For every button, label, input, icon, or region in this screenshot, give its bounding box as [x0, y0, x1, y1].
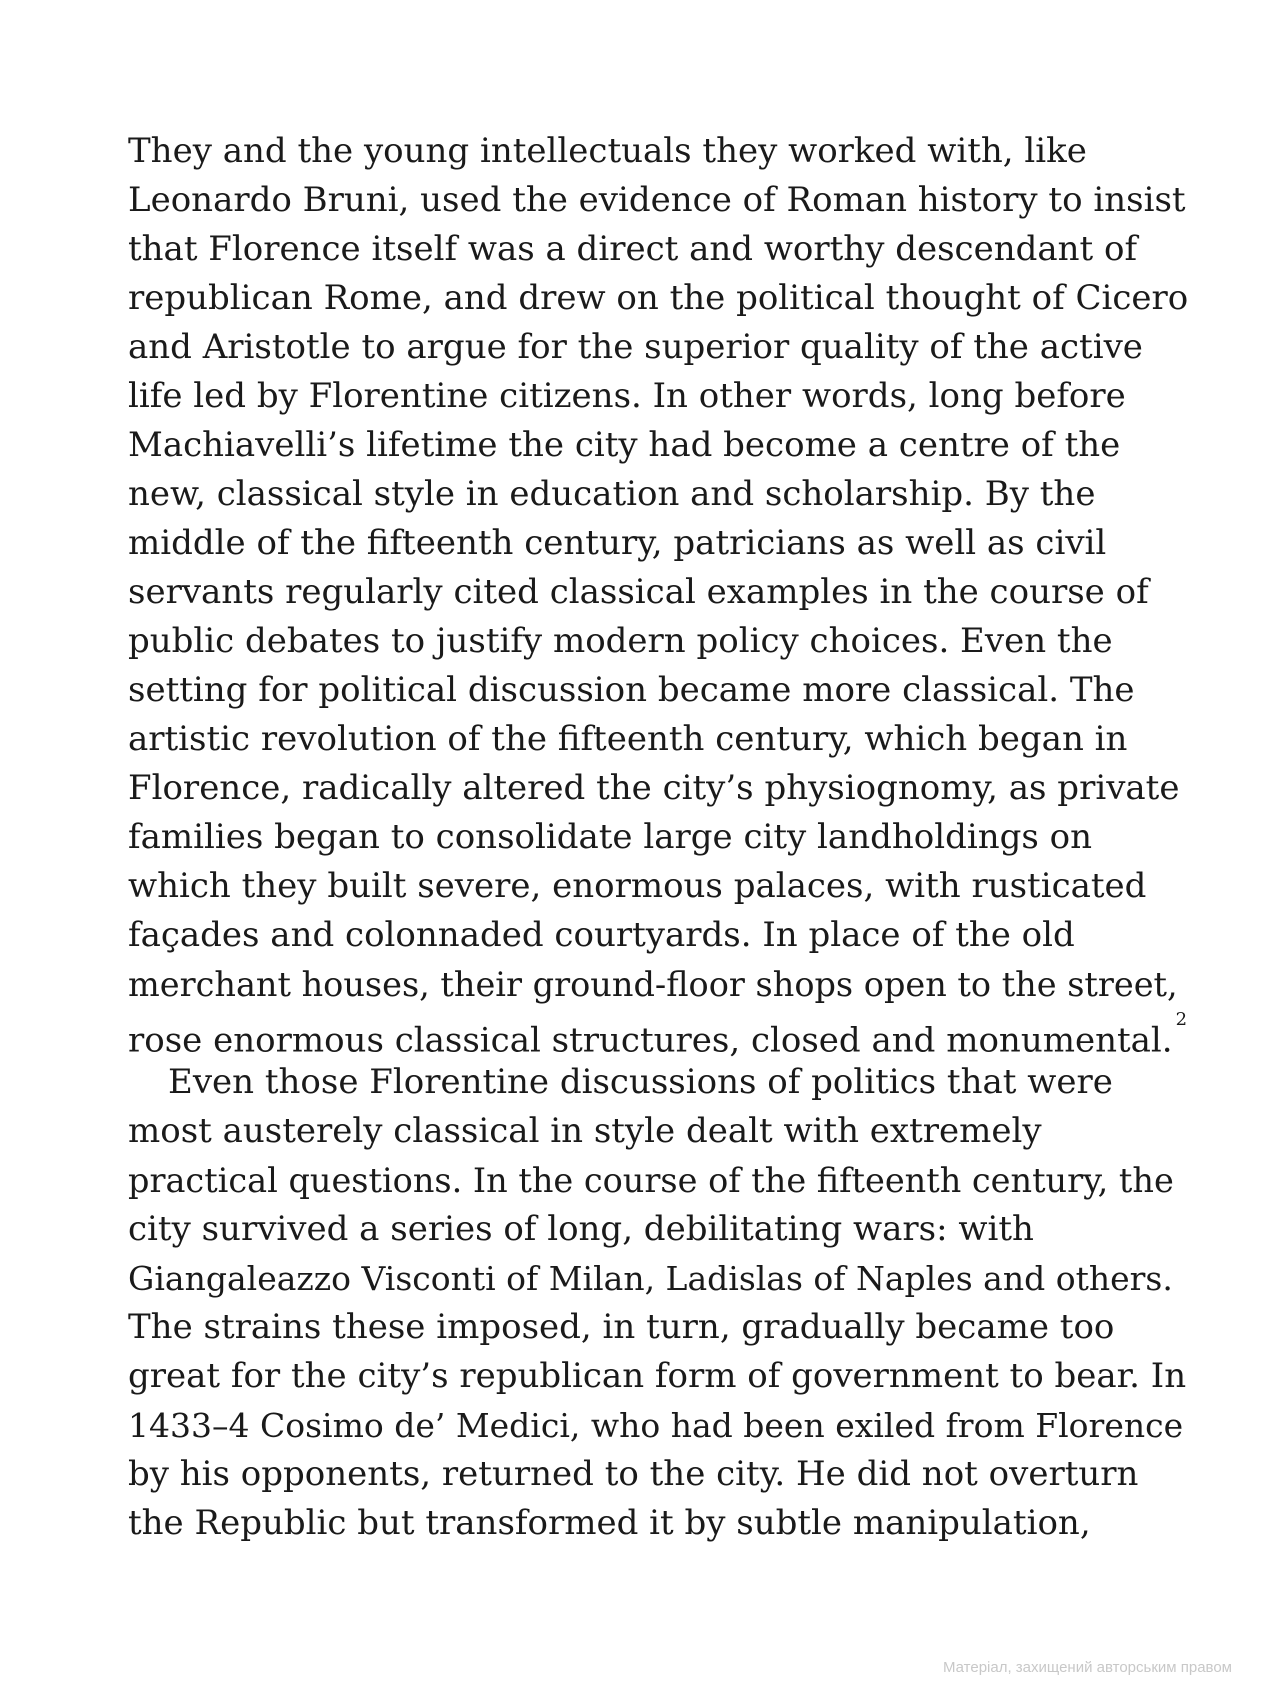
text-line: life led by Florentine citizens. In other words, long before: [128, 376, 1126, 416]
text-line: great for the city’s republican form of government to bear. In: [128, 1356, 1187, 1396]
text-line: most austerely classical in style dealt with extremely: [128, 1111, 1042, 1151]
paragraph-1: [128, 127, 1189, 1061]
text-line: republican Rome, and drew on the political thought of Cicero: [128, 278, 1189, 318]
text-line: and Aristotle to argue for the superior quality of the active: [128, 327, 1143, 367]
copyright-watermark: Матеріал, захищений авторським правом: [942, 1659, 1232, 1676]
footnote-reference[interactable]: 2: [1175, 1009, 1188, 1030]
text-line: façades and colonnaded courtyards. In place of the old: [128, 915, 1075, 955]
text-line-last: [128, 1009, 1188, 1061]
text-line: that Florence itself was a direct and worthy descendant of: [128, 229, 1138, 269]
text-line-indented: Even those Florentine discussions of politics that were: [168, 1062, 1113, 1102]
text-line: families began to consolidate large city landholdings on: [128, 817, 1093, 857]
text-line: Machiavelli’s lifetime the city had become a centre of the: [128, 425, 1121, 465]
text-line: new, classical style in education and scholarship. By the: [128, 474, 1096, 514]
text-line: which they built severe, enormous palaces, with rusticated: [128, 866, 1147, 906]
text-line: Giangaleazzo Visconti of Milan, Ladislas of Naples and others.: [128, 1259, 1173, 1298]
text-line: setting for political discussion became more classical. The: [128, 670, 1135, 710]
text-line: Florence, radically altered the city’s physiognomy, as private: [128, 768, 1180, 808]
text-line: by his opponents, returned to the city. He did not overturn: [128, 1454, 1139, 1494]
paragraph-2: [128, 1058, 1188, 1548]
text-line-content: rose enormous classical structures, closed and monumental.: [128, 1020, 1173, 1061]
text-line: city survived a series of long, debilitating wars: with: [128, 1209, 1034, 1249]
text-line: The strains these imposed, in turn, gradually became too: [128, 1307, 1115, 1347]
text-line: 1433–4 Cosimo de’ Medici, who had been exiled from Florence: [128, 1406, 1184, 1445]
text-line: artistic revolution of the fifteenth century, which began in: [128, 719, 1128, 759]
text-line: They and the young intellectuals they worked with, like: [128, 131, 1087, 171]
text-line: practical questions. In the course of the fifteenth century, the: [128, 1161, 1174, 1200]
text-line: middle of the fifteenth century, patricians as well as civil: [128, 523, 1107, 563]
text-line: public debates to justify modern policy choices. Even the: [128, 621, 1113, 661]
text-line: servants regularly cited classical examples in the course of: [128, 572, 1149, 612]
text-line: Leonardo Bruni, used the evidence of Roman history to insist: [128, 180, 1186, 220]
text-line: merchant houses, their ground-floor shops open to the street,: [128, 965, 1178, 1004]
body-text: [128, 127, 1188, 1548]
text-line: the Republic but transformed it by subtle manipulation,: [128, 1503, 1091, 1543]
